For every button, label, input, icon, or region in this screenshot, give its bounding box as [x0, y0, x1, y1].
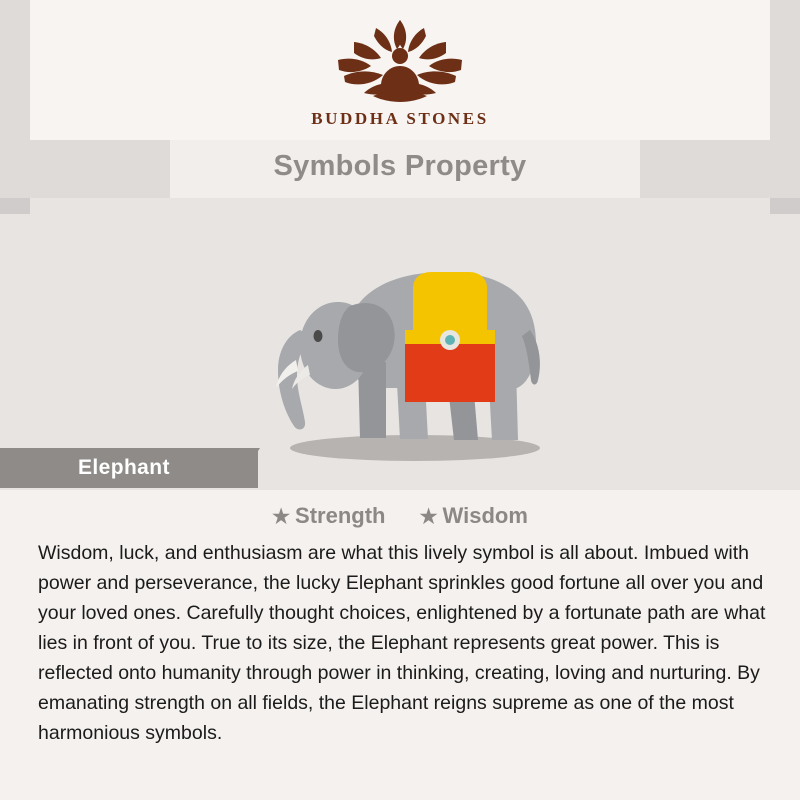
keyword-label: Strength: [295, 503, 386, 528]
star-icon: ★: [419, 506, 438, 528]
lotus-meditation-figure-icon: [310, 12, 490, 107]
footer-strip: [0, 794, 800, 800]
keyword-label: Wisdom: [442, 503, 528, 528]
brand-name: BUDDHA STONES: [311, 109, 489, 128]
star-icon: ★: [272, 506, 291, 528]
keyword-item: [272, 503, 385, 529]
keyword-item: [420, 503, 528, 529]
header: [0, 0, 800, 140]
symbol-label: Elephant: [78, 456, 170, 479]
keyword-list: [0, 503, 800, 529]
stage-right-notch: [770, 198, 800, 214]
symbol-label-tab-corner: [234, 448, 260, 488]
brand-logo: [0, 12, 800, 129]
stage-left-notch: [0, 198, 30, 214]
walking-elephant-illustration: [200, 210, 620, 480]
page-title: Symbols Property: [273, 150, 527, 182]
description-text: Wisdom, luck, and enthusiasm are what this lively symbol is all about. Imbued with power and perseverance, the lucky Elephant sprinkles good fortune all over you and your loved ones. Carefully thought choices, enlightened by a fortunate path are what lies in front of you. True to its size, the Elephant represents great power. This is reflected onto humanity through power in thinking, creating, loving and nurturing. By emanating strength on all fields, the Elephant reigns supreme as one of the most harmonious symbols.: [38, 542, 766, 744]
